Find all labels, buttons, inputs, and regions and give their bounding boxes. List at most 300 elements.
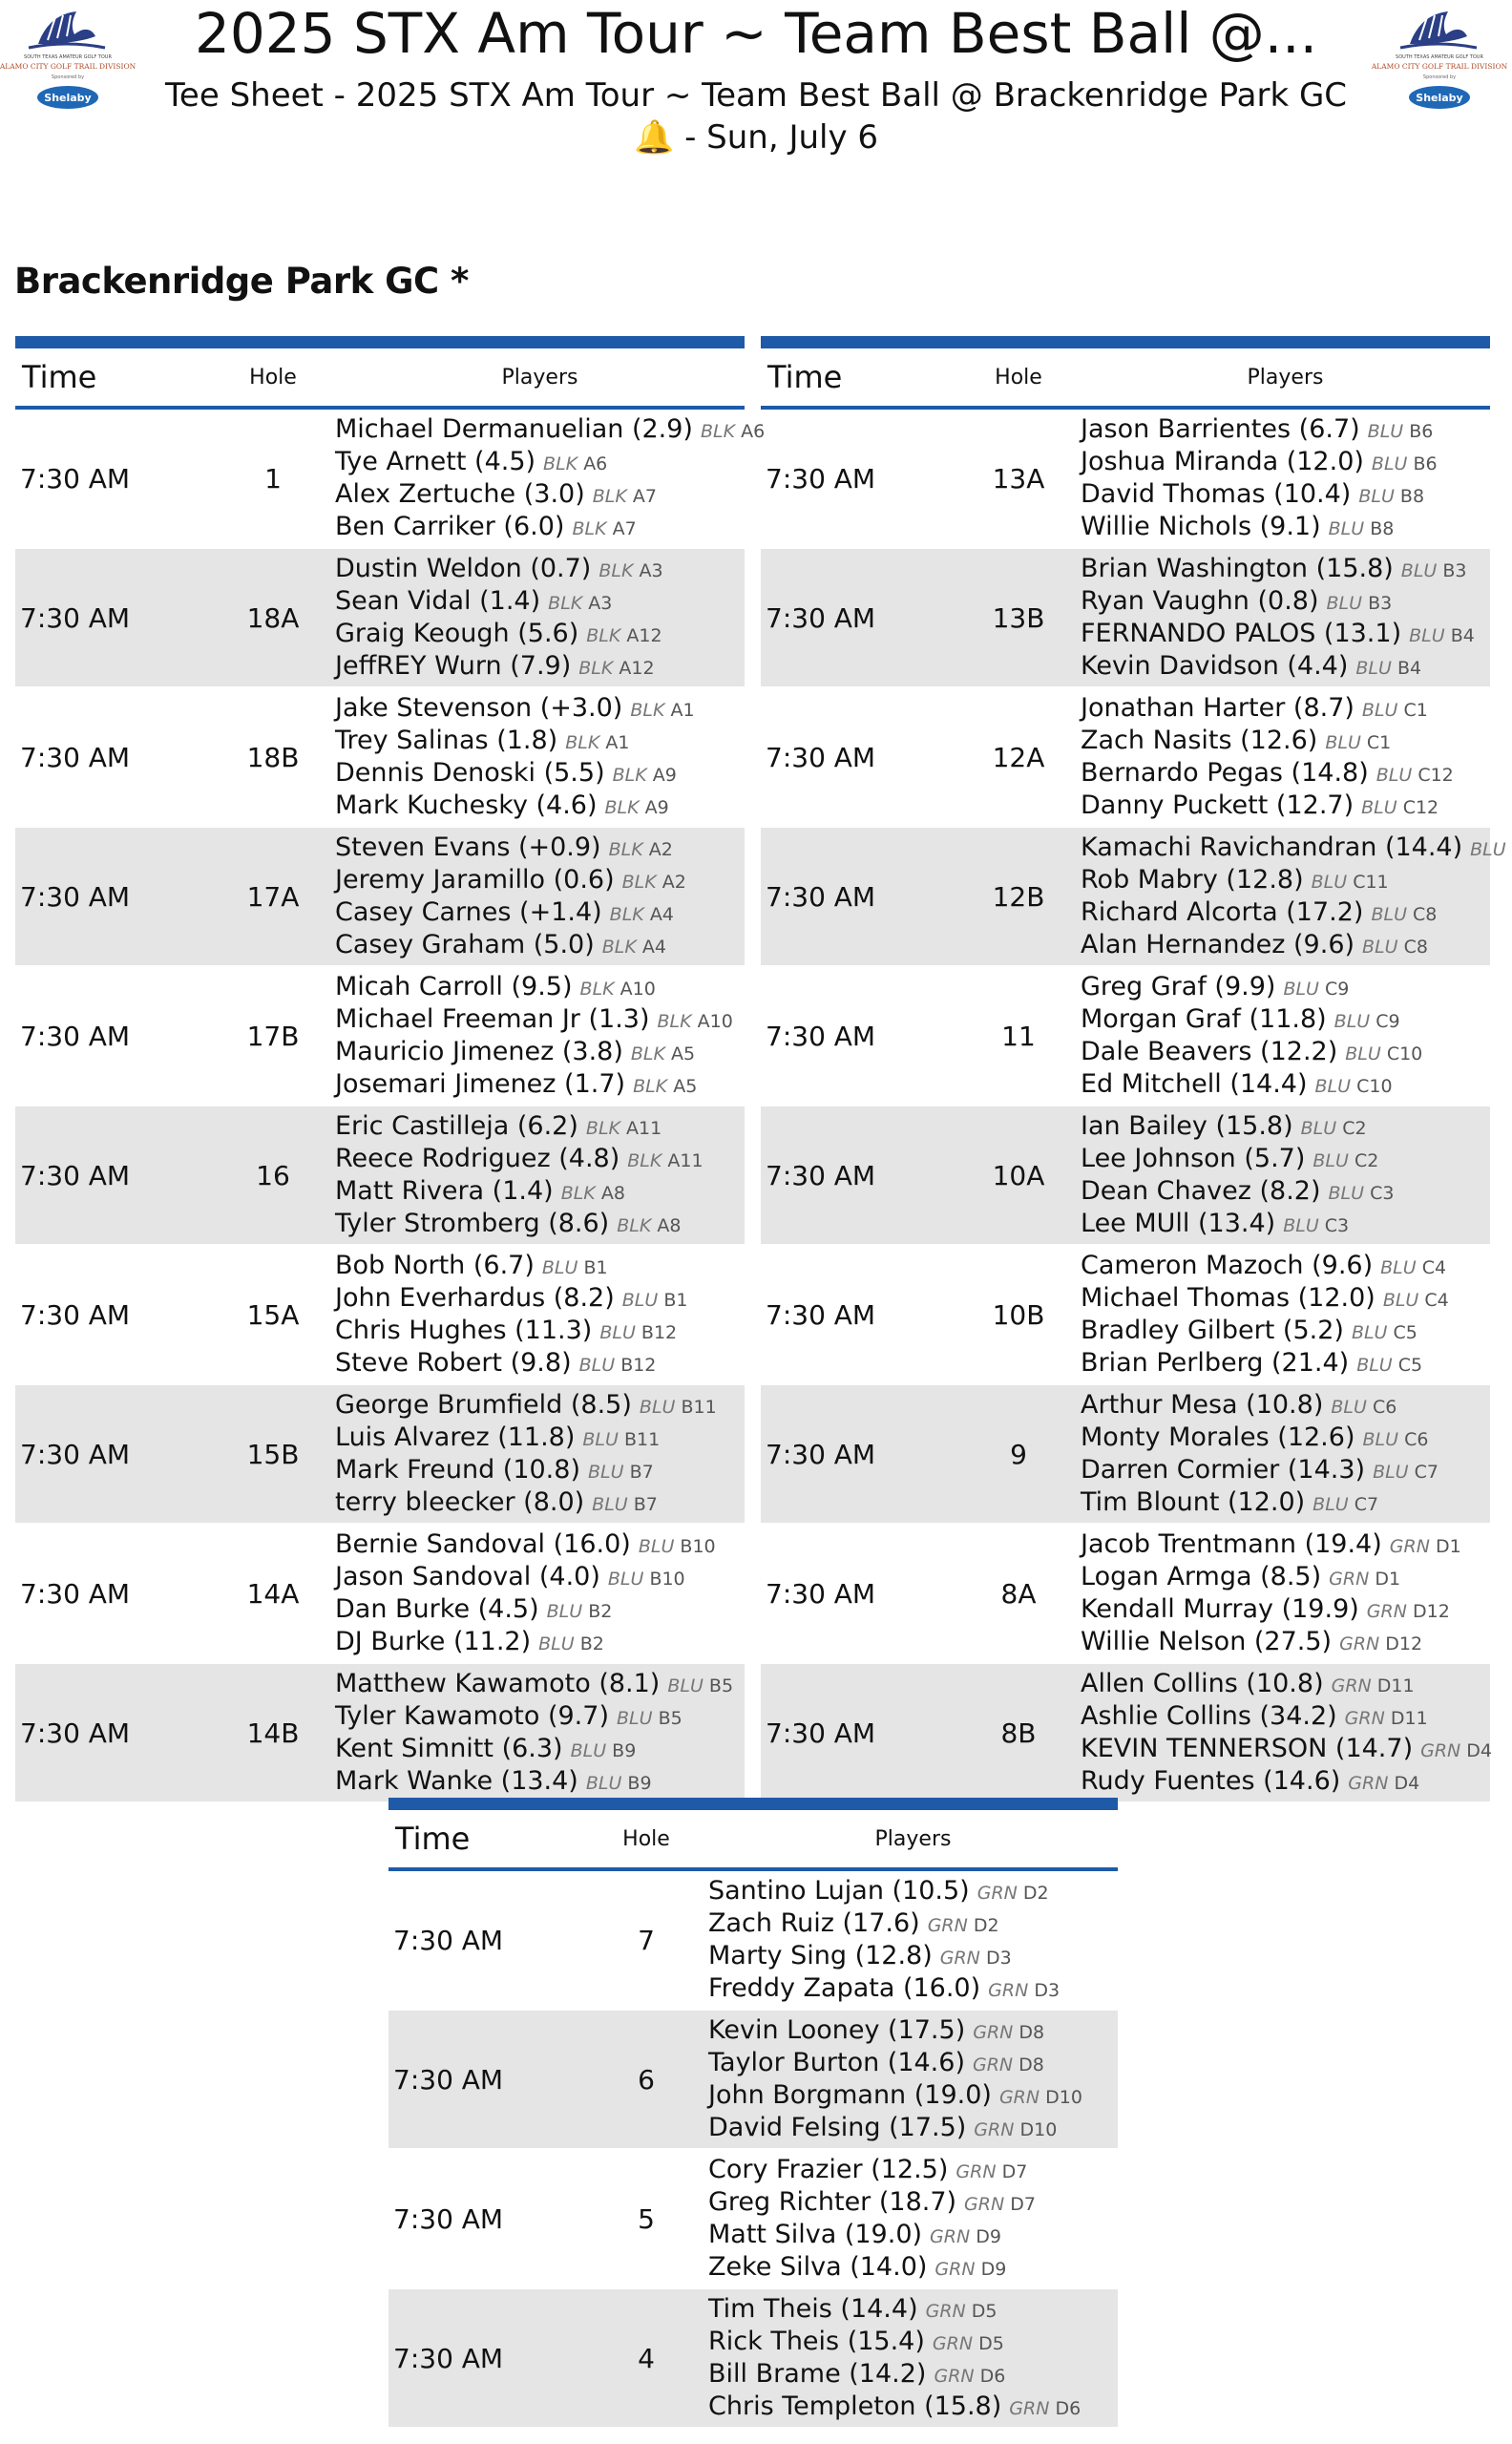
player-tag bbox=[1358, 486, 1424, 507]
tee-box: BLU bbox=[1470, 839, 1506, 860]
player-tag bbox=[1009, 2398, 1081, 2419]
team-code: D10 bbox=[1019, 2119, 1058, 2140]
tee-box: BLU bbox=[1334, 1011, 1371, 1032]
tee-time-row bbox=[761, 966, 1490, 1106]
player-tag bbox=[582, 1429, 660, 1450]
team-code: A1 bbox=[670, 700, 695, 721]
tee-box: BLU bbox=[621, 1290, 659, 1311]
team-code: B4 bbox=[1396, 658, 1422, 679]
player-name: Alan Hernandez (9.6) bbox=[1081, 930, 1355, 959]
team-code: C3 bbox=[1370, 1183, 1395, 1204]
player-entry bbox=[335, 446, 745, 478]
player-name: Rudy Fuentes (14.6) bbox=[1081, 1766, 1341, 1796]
player-name: Cameron Mazoch (9.6) bbox=[1081, 1251, 1374, 1280]
tee-box: GRN bbox=[930, 2226, 971, 2247]
player-tag bbox=[578, 658, 654, 679]
tee-sheet-table-3 bbox=[388, 1798, 1118, 2429]
tee-time: 7:30 AM bbox=[15, 687, 211, 827]
player-tag bbox=[565, 732, 629, 753]
player-entry bbox=[335, 511, 745, 543]
player-entry bbox=[1081, 1315, 1490, 1347]
starting-hole: 9 bbox=[956, 1384, 1081, 1524]
starting-hole: 18B bbox=[211, 687, 335, 827]
player-name: Steven Evans (+0.9) bbox=[335, 832, 601, 862]
player-name: Kent Simnitt (6.3) bbox=[335, 1734, 563, 1763]
starting-hole: 17A bbox=[211, 827, 335, 966]
tee-box: BLU bbox=[1361, 700, 1398, 721]
player-tag bbox=[572, 518, 636, 539]
player-name: Kevin Davidson (4.4) bbox=[1081, 651, 1349, 681]
tee-box: BLU bbox=[1312, 1150, 1349, 1171]
player-name: Arthur Mesa (10.8) bbox=[1081, 1390, 1324, 1420]
player-tag bbox=[667, 1675, 733, 1696]
tee-time-row bbox=[761, 1384, 1490, 1524]
tee-box: BLU bbox=[582, 1429, 619, 1450]
player-entry bbox=[335, 1626, 745, 1658]
player-name: Danny Puckett (12.7) bbox=[1081, 790, 1354, 820]
column-header-time: Time bbox=[761, 343, 956, 409]
tee-box: GRN bbox=[939, 1948, 980, 1969]
player-name: Michael Freeman Jr (1.3) bbox=[335, 1004, 650, 1034]
player-entry bbox=[708, 2358, 1118, 2391]
tee-time: 7:30 AM bbox=[15, 1384, 211, 1524]
player-tag bbox=[940, 1948, 1012, 1969]
player-tag bbox=[588, 1462, 654, 1483]
player-tag bbox=[630, 700, 694, 721]
player-name: Bradley Gilbert (5.2) bbox=[1081, 1316, 1344, 1345]
player-name: JeffREY Wurn (7.9) bbox=[335, 651, 572, 681]
team-code: A8 bbox=[657, 1215, 682, 1236]
team-code: C4 bbox=[1421, 1257, 1447, 1278]
player-name: Bill Brame (14.2) bbox=[708, 2359, 927, 2389]
tee-time: 7:30 AM bbox=[388, 1869, 584, 2010]
player-name: Dustin Weldon (0.7) bbox=[335, 554, 592, 583]
tee-box: BLU bbox=[1376, 765, 1413, 786]
team-code: A7 bbox=[632, 486, 657, 507]
player-entry bbox=[335, 896, 745, 929]
tee-box: GRN bbox=[927, 1915, 968, 1936]
tee-time: 7:30 AM bbox=[761, 1663, 956, 1802]
player-tag bbox=[593, 486, 657, 507]
player-name: Cory Frazier (12.5) bbox=[708, 2155, 949, 2184]
tee-box: GRN bbox=[998, 2087, 1040, 2108]
logo-org-line1: SOUTH TEXAS AMATEUR GOLF TOUR bbox=[1396, 54, 1483, 60]
tee-box: BLK bbox=[565, 732, 600, 753]
player-entry bbox=[1081, 1733, 1493, 1765]
team-code: A2 bbox=[648, 839, 673, 860]
player-name: Lee Johnson (5.7) bbox=[1081, 1144, 1306, 1173]
player-entry bbox=[335, 757, 745, 790]
player-list bbox=[1081, 1663, 1493, 1802]
team-code: D6 bbox=[979, 2366, 1006, 2387]
player-entry bbox=[335, 1347, 745, 1380]
player-name: Willie Nelson (27.5) bbox=[1081, 1627, 1333, 1656]
player-entry bbox=[708, 2293, 1118, 2326]
player-entry bbox=[335, 1036, 745, 1068]
player-tag bbox=[1409, 625, 1475, 646]
player-entry bbox=[708, 1907, 1118, 1940]
fish-emblem-icon bbox=[1400, 11, 1477, 48]
player-name: Dean Chavez (8.2) bbox=[1081, 1176, 1321, 1206]
player-entry bbox=[335, 1454, 745, 1486]
player-list bbox=[708, 2010, 1118, 2149]
team-code: D12 bbox=[1412, 1601, 1450, 1622]
player-tag bbox=[988, 1980, 1060, 2001]
player-list bbox=[335, 408, 766, 548]
tee-box: BLU bbox=[616, 1708, 653, 1729]
player-tag bbox=[1367, 1601, 1450, 1622]
tee-box: BLU bbox=[1367, 421, 1404, 442]
player-tag bbox=[586, 625, 662, 646]
starting-hole: 18A bbox=[211, 548, 335, 687]
player-name: Ian Bailey (15.8) bbox=[1081, 1111, 1293, 1141]
tee-time-row bbox=[15, 827, 745, 966]
player-entry bbox=[335, 1003, 745, 1036]
player-entry bbox=[335, 618, 745, 650]
player-entry bbox=[1081, 1347, 1490, 1380]
team-code: D5 bbox=[971, 2301, 998, 2322]
tee-box: GRN bbox=[976, 1883, 1018, 1904]
team-code: D8 bbox=[1018, 2054, 1044, 2075]
tee-time-row bbox=[761, 1663, 1490, 1802]
player-entry bbox=[1081, 618, 1490, 650]
tee-box: GRN bbox=[1348, 1773, 1389, 1794]
tee-time-row bbox=[761, 1245, 1490, 1384]
player-entry bbox=[1081, 1282, 1490, 1315]
player-name: Santino Lujan (10.5) bbox=[708, 1876, 970, 1906]
team-code: A10 bbox=[620, 979, 656, 1000]
team-code: B11 bbox=[681, 1397, 717, 1418]
player-name: Allen Collins (10.8) bbox=[1081, 1669, 1324, 1698]
team-code: D6 bbox=[1055, 2398, 1082, 2419]
team-code: C12 bbox=[1418, 765, 1454, 786]
player-name: Tyler Kawamoto (9.7) bbox=[335, 1701, 609, 1731]
player-tag bbox=[1380, 1257, 1446, 1278]
player-tag bbox=[1312, 872, 1389, 893]
player-entry bbox=[1081, 1068, 1490, 1101]
team-code: A3 bbox=[588, 593, 613, 614]
tee-box: BLK bbox=[572, 518, 607, 539]
tee-box: GRN bbox=[1009, 2398, 1050, 2419]
fish-emblem-icon bbox=[29, 11, 105, 48]
player-entry bbox=[1081, 1454, 1490, 1486]
starting-hole: 8B bbox=[956, 1663, 1081, 1802]
player-name: terry bleecker (8.0) bbox=[335, 1487, 585, 1517]
player-list bbox=[335, 687, 745, 827]
player-name: Reece Rodriguez (4.8) bbox=[335, 1144, 620, 1173]
tee-box: BLU bbox=[1362, 937, 1398, 958]
player-entry bbox=[1081, 1389, 1490, 1422]
player-tag bbox=[1376, 765, 1454, 786]
team-code: D1 bbox=[1375, 1569, 1401, 1590]
player-entry bbox=[335, 413, 766, 446]
tee-box: BLK bbox=[608, 839, 643, 860]
team-code: C6 bbox=[1372, 1397, 1397, 1418]
player-tag bbox=[974, 2119, 1057, 2140]
team-code: A3 bbox=[639, 560, 663, 581]
tee-time: 7:30 AM bbox=[761, 966, 956, 1106]
logo-org-line1: SOUTH TEXAS AMATEUR GOLF TOUR bbox=[24, 54, 112, 60]
tee-time: 7:30 AM bbox=[761, 1106, 956, 1245]
tee-box: BLU bbox=[1345, 1043, 1381, 1064]
player-name: Mark Kuchesky (4.6) bbox=[335, 790, 598, 820]
player-name: Eric Castilleja (6.2) bbox=[335, 1111, 578, 1141]
tee-box: BLU bbox=[1356, 1355, 1393, 1376]
team-code: D4 bbox=[1466, 1740, 1493, 1761]
team-code: C7 bbox=[1414, 1462, 1438, 1483]
tee-time-row bbox=[761, 827, 1490, 966]
tee-box: BLK bbox=[560, 1183, 596, 1204]
player-name: Kevin Looney (17.5) bbox=[708, 2015, 966, 2045]
tee-box: BLU bbox=[592, 1494, 628, 1515]
player-tag bbox=[933, 2333, 1004, 2354]
tee-box: BLU bbox=[585, 1773, 622, 1794]
tee-box: BLK bbox=[579, 979, 615, 1000]
starting-hole: 6 bbox=[584, 2010, 708, 2149]
team-code: C3 bbox=[1324, 1215, 1350, 1236]
tee-time: 7:30 AM bbox=[388, 2149, 584, 2288]
tee-box: GRN bbox=[974, 2119, 1015, 2140]
player-tag bbox=[561, 1183, 625, 1204]
starting-hole: 5 bbox=[584, 2149, 708, 2288]
tee-box: BLK bbox=[586, 625, 621, 646]
player-entry bbox=[1081, 511, 1490, 543]
player-tag bbox=[592, 1494, 658, 1515]
player-tag bbox=[1283, 1215, 1349, 1236]
player-list bbox=[335, 827, 745, 966]
player-tag bbox=[964, 2194, 1036, 2215]
tee-box: BLU bbox=[587, 1462, 624, 1483]
player-tag bbox=[1368, 421, 1434, 442]
player-name: Kendall Murray (19.9) bbox=[1081, 1594, 1359, 1624]
tee-box: BLK bbox=[592, 486, 627, 507]
team-code: A6 bbox=[583, 453, 608, 474]
starting-hole: 13B bbox=[956, 548, 1081, 687]
player-tag bbox=[657, 1011, 732, 1032]
logo-sponsor: Shelaby bbox=[44, 92, 92, 104]
player-entry bbox=[1081, 553, 1490, 585]
player-tag bbox=[617, 1215, 681, 1236]
tee-time: 7:30 AM bbox=[761, 827, 956, 966]
tee-time: 7:30 AM bbox=[761, 687, 956, 827]
player-entry bbox=[335, 1175, 745, 1208]
team-code: A12 bbox=[619, 658, 655, 679]
player-entry bbox=[708, 1972, 1118, 2005]
team-code: A5 bbox=[673, 1076, 698, 1097]
tee-box: BLK bbox=[578, 658, 614, 679]
player-tag bbox=[617, 1708, 682, 1729]
player-entry bbox=[708, 1875, 1118, 1907]
player-name: David Felsing (17.5) bbox=[708, 2113, 967, 2142]
player-tag bbox=[542, 1257, 608, 1278]
tee-time: 7:30 AM bbox=[761, 1524, 956, 1663]
player-list bbox=[708, 2288, 1118, 2428]
tee-time: 7:30 AM bbox=[15, 1524, 211, 1663]
team-code: D9 bbox=[976, 2226, 1001, 2247]
player-tag bbox=[1372, 453, 1438, 474]
tee-box: BLU bbox=[1380, 1257, 1417, 1278]
player-tag bbox=[1345, 1043, 1422, 1064]
player-list bbox=[335, 548, 745, 687]
player-tag bbox=[633, 1076, 697, 1097]
player-tag bbox=[1420, 1740, 1492, 1761]
page-subtitle: Tee Sheet - 2025 STX Am Tour ~ Team Best Ball @ Brackenridge Park GC 🔔 - Sun, July 6 bbox=[164, 76, 1348, 157]
player-entry bbox=[335, 1389, 745, 1422]
team-code: A7 bbox=[612, 518, 637, 539]
team-code: B9 bbox=[612, 1740, 637, 1761]
player-entry bbox=[1081, 1003, 1490, 1036]
player-entry bbox=[335, 478, 745, 511]
tee-time: 7:30 AM bbox=[761, 1384, 956, 1524]
player-entry bbox=[708, 2047, 1118, 2079]
column-header-hole: Hole bbox=[211, 343, 335, 409]
player-tag bbox=[610, 904, 674, 925]
player-name: Rick Theis (15.4) bbox=[708, 2327, 925, 2356]
tee-box: GRN bbox=[973, 2022, 1014, 2043]
player-tag bbox=[1339, 1633, 1422, 1654]
player-list bbox=[1081, 1245, 1490, 1384]
tee-box: GRN bbox=[1329, 1569, 1370, 1590]
team-code: C1 bbox=[1366, 732, 1392, 753]
player-tag bbox=[548, 593, 612, 614]
tee-time-row bbox=[15, 408, 745, 548]
tee-box: BLU bbox=[1314, 1076, 1352, 1097]
team-code: B7 bbox=[629, 1462, 654, 1483]
player-entry bbox=[335, 1561, 745, 1593]
player-entry bbox=[1081, 1175, 1490, 1208]
player-entry bbox=[335, 790, 745, 822]
team-code: D10 bbox=[1045, 2087, 1082, 2108]
player-entry bbox=[1081, 1036, 1490, 1068]
player-name: Casey Graham (5.0) bbox=[335, 930, 595, 959]
tee-time: 7:30 AM bbox=[15, 966, 211, 1106]
player-tag bbox=[538, 1633, 604, 1654]
starting-hole: 12A bbox=[956, 687, 1081, 827]
team-code: D8 bbox=[1018, 2022, 1045, 2043]
tee-box: BLK bbox=[617, 1215, 652, 1236]
player-entry bbox=[335, 1668, 745, 1700]
starting-hole: 11 bbox=[956, 966, 1081, 1106]
player-name: FERNANDO PALOS (13.1) bbox=[1081, 619, 1402, 648]
player-tag bbox=[627, 1150, 703, 1171]
player-tag bbox=[608, 1569, 685, 1590]
tee-box: BLU bbox=[578, 1355, 616, 1376]
player-tag bbox=[571, 1740, 637, 1761]
starting-hole: 17B bbox=[211, 966, 335, 1106]
player-entry bbox=[335, 1486, 745, 1519]
tee-box: BLU bbox=[1362, 1429, 1399, 1450]
team-code: B11 bbox=[623, 1429, 661, 1450]
team-code: B5 bbox=[708, 1675, 734, 1696]
player-tag bbox=[580, 979, 656, 1000]
player-name: Dale Beavers (12.2) bbox=[1081, 1037, 1338, 1066]
tee-sheet-table-2 bbox=[761, 336, 1506, 1803]
player-name: DJ Burke (11.2) bbox=[335, 1627, 532, 1656]
player-name: Marty Sing (12.8) bbox=[708, 1941, 933, 1970]
player-name: Rob Mabry (12.8) bbox=[1081, 865, 1304, 895]
player-name: John Borgmann (19.0) bbox=[708, 2080, 992, 2110]
player-list bbox=[335, 966, 745, 1106]
player-tag bbox=[928, 1915, 999, 1936]
player-tag bbox=[1470, 839, 1506, 860]
player-name: Brian Perlberg (21.4) bbox=[1081, 1348, 1350, 1378]
tee-time: 7:30 AM bbox=[15, 1245, 211, 1384]
tee-time-row bbox=[388, 2149, 1118, 2288]
tee-time: 7:30 AM bbox=[15, 827, 211, 966]
player-name: Monty Morales (12.6) bbox=[1081, 1422, 1355, 1452]
tee-box: BLK bbox=[630, 700, 665, 721]
column-header-hole: Hole bbox=[956, 343, 1081, 409]
logo-org-line2: ALAMO CITY GOLF TRAIL DIVISION bbox=[0, 62, 136, 71]
tee-box: BLU bbox=[1382, 1290, 1419, 1311]
tee-box: BLU bbox=[1312, 1494, 1349, 1515]
tee-time-row bbox=[15, 1106, 745, 1245]
player-entry bbox=[335, 864, 745, 896]
tee-time-row bbox=[761, 1106, 1490, 1245]
player-entry bbox=[335, 971, 745, 1003]
player-list bbox=[1081, 827, 1506, 966]
tee-box: GRN bbox=[925, 2301, 966, 2322]
tee-box: BLK bbox=[633, 1076, 668, 1097]
tee-box: BLK bbox=[657, 1011, 692, 1032]
player-entry bbox=[1081, 929, 1490, 961]
player-entry bbox=[335, 585, 745, 618]
team-code: A9 bbox=[644, 797, 669, 818]
tee-box: BLU bbox=[1283, 1215, 1319, 1236]
tour-logo-right bbox=[1372, 6, 1507, 113]
player-tag bbox=[1371, 904, 1437, 925]
team-code: D9 bbox=[980, 2259, 1007, 2280]
player-entry bbox=[1081, 1250, 1490, 1282]
player-entry bbox=[1081, 585, 1490, 618]
column-header-hole: Hole bbox=[584, 1804, 708, 1870]
player-entry bbox=[335, 692, 745, 725]
player-entry bbox=[335, 650, 745, 683]
player-tag bbox=[1334, 1011, 1400, 1032]
player-name: KEVIN TENNERSON (14.7) bbox=[1081, 1734, 1414, 1763]
player-name: Dan Burke (4.5) bbox=[335, 1594, 539, 1624]
starting-hole: 14A bbox=[211, 1524, 335, 1663]
player-list bbox=[1081, 966, 1490, 1106]
player-tag bbox=[639, 1536, 716, 1557]
player-name: Zach Ruiz (17.6) bbox=[708, 1908, 920, 1938]
player-tag bbox=[973, 2022, 1044, 2043]
player-entry bbox=[708, 2014, 1118, 2047]
tee-box: BLU bbox=[546, 1601, 583, 1622]
team-code: C6 bbox=[1404, 1429, 1429, 1450]
tee-time-row bbox=[388, 1869, 1118, 2010]
team-code: D2 bbox=[973, 1915, 999, 1936]
player-tag bbox=[1362, 1429, 1428, 1450]
player-tag bbox=[1356, 1355, 1422, 1376]
player-tag bbox=[1315, 1076, 1393, 1097]
player-entry bbox=[1081, 1110, 1490, 1143]
player-entry bbox=[335, 1143, 745, 1175]
tee-box: BLK bbox=[627, 1150, 662, 1171]
player-name: Joshua Miranda (12.0) bbox=[1081, 447, 1364, 476]
player-name: Richard Alcorta (17.2) bbox=[1081, 897, 1364, 927]
tee-box: BLU bbox=[1300, 1118, 1337, 1139]
player-name: Trey Salinas (1.8) bbox=[335, 726, 558, 755]
player-entry bbox=[1081, 446, 1490, 478]
player-list bbox=[335, 1245, 745, 1384]
player-entry bbox=[335, 1528, 745, 1561]
tee-box: BLK bbox=[621, 872, 657, 893]
tee-box: BLU bbox=[1328, 518, 1365, 539]
tee-box: BLU bbox=[1326, 593, 1363, 614]
team-code: B3 bbox=[1442, 560, 1467, 581]
team-code: C12 bbox=[1402, 797, 1439, 818]
